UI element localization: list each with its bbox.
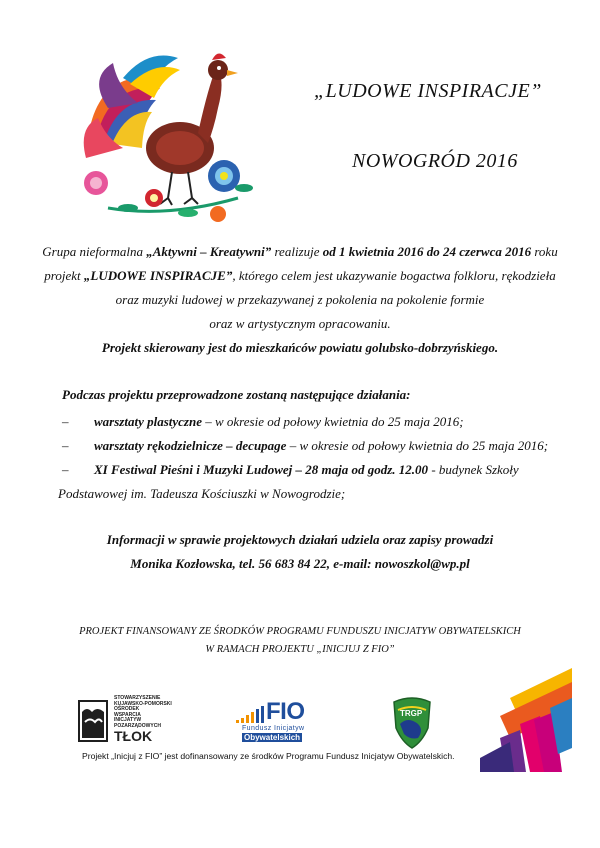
tlok-line: STOWARZYSZENIE [114, 695, 161, 701]
list-dash: – [62, 414, 69, 429]
tlok-line: OŚRODEK [114, 706, 140, 712]
ribbon-graphic [480, 668, 572, 772]
list-dash: – [62, 438, 69, 453]
fio-name-line: Fundusz Inicjatyw [242, 725, 305, 732]
funding-line: PROJEKT FINANSOWANY ZE ŚRODKÓW PROGRAMU FUNDUSZU INICJATYW OBYWATELSKICH [79, 626, 521, 637]
intro-line: oraz muzyki ludowej w przekazywanej z pokolenia na pokolenie formie [115, 292, 485, 307]
funding-line: W RAMACH PROJEKTU „INICJUJ Z FIO” [205, 644, 395, 655]
activities-section [58, 383, 562, 506]
fio-mark: FIO [266, 698, 305, 725]
activity-name: warsztaty plastyczne [94, 414, 202, 429]
contact-line: Informacji w sprawie projektowych działań udziela oraz zapisy prowadzi [106, 532, 494, 547]
activity-desc: – w okresie od połowy kwietnia do 25 maja 2016; [201, 414, 464, 429]
location-year: NOWOGRÓD 2016 [352, 150, 518, 172]
tlok-line: WSPARCIA [114, 711, 141, 718]
trgp-label: TRGP [400, 709, 423, 718]
project-dates: od 1 kwietnia 2016 do 24 czerwca 2016 [322, 244, 532, 259]
fio-name-line: Obywatelskich [244, 733, 301, 742]
activity-name: warsztaty rękodzielnicze – decupage [94, 438, 287, 453]
target-audience: Projekt skierowany jest do mieszkańców powiatu golubsko-dobrzyńskiego. [101, 340, 499, 355]
intro-text: , którego celem jest ukazywanie bogactwa folkloru, rękodzieła [232, 268, 556, 283]
tlok-name: TŁOK [114, 728, 153, 744]
tlok-line: POZARZĄDOWYCH [114, 722, 161, 729]
intro-text: roku [531, 244, 558, 259]
footer-note: Projekt „Inicjuj z FIO” jest dofinansowany ze środków Programu Fundusz Inicjatyw Obywatelskich. [82, 751, 455, 761]
tlok-org-text [114, 696, 172, 729]
tlok-emblem-icon [78, 700, 108, 742]
project-title: „LUDOWE INSPIRACJE” [314, 80, 542, 102]
activity-continuation: Podstawowej im. Tadeusza Kościuszki w Nowogrodzie; [58, 486, 346, 501]
activity-item [62, 434, 562, 458]
fio-dots-icon [236, 706, 264, 724]
intro-text: projekt [44, 268, 84, 283]
tlok-line: INICJATYW [114, 717, 142, 723]
contact-details: Monika Kozłowska, tel. 56 683 84 22, e-mail: nowoszkol@wp.pl [130, 556, 470, 571]
contact-section [60, 528, 540, 576]
tlok-line: KUJAWSKO-POMORSKI [114, 700, 172, 707]
folk-rooster-illustration [68, 48, 268, 228]
intro-paragraph [40, 240, 560, 360]
tlok-logo [78, 696, 178, 744]
activity-desc: – w okresie od połowy kwietnia do 25 maja 2016; [286, 438, 549, 453]
intro-text: Grupa nieformalna [42, 244, 147, 259]
fio-logo [236, 700, 326, 744]
group-name: „Aktywni – Kreatywni” [146, 244, 272, 259]
trgp-logo [388, 694, 436, 750]
activities-heading: Podczas projektu przeprowadzone zostaną następujące działania: [62, 387, 411, 402]
activity-item [62, 458, 562, 482]
trgp-shield-icon [388, 694, 436, 750]
list-dash: – [62, 462, 69, 477]
intro-text: realizuje [271, 244, 323, 259]
activity-name: XI Festiwal Pieśni i Muzyki Ludowej – 28 maja od godz. 12.00 [94, 462, 429, 477]
activity-desc: - budynek Szkoły [428, 462, 519, 477]
funding-notice [40, 623, 560, 659]
project-name: „LUDOWE INSPIRACJE” [83, 268, 233, 283]
activity-item [62, 410, 562, 434]
intro-line: oraz w artystycznym opracowaniu. [209, 316, 391, 331]
